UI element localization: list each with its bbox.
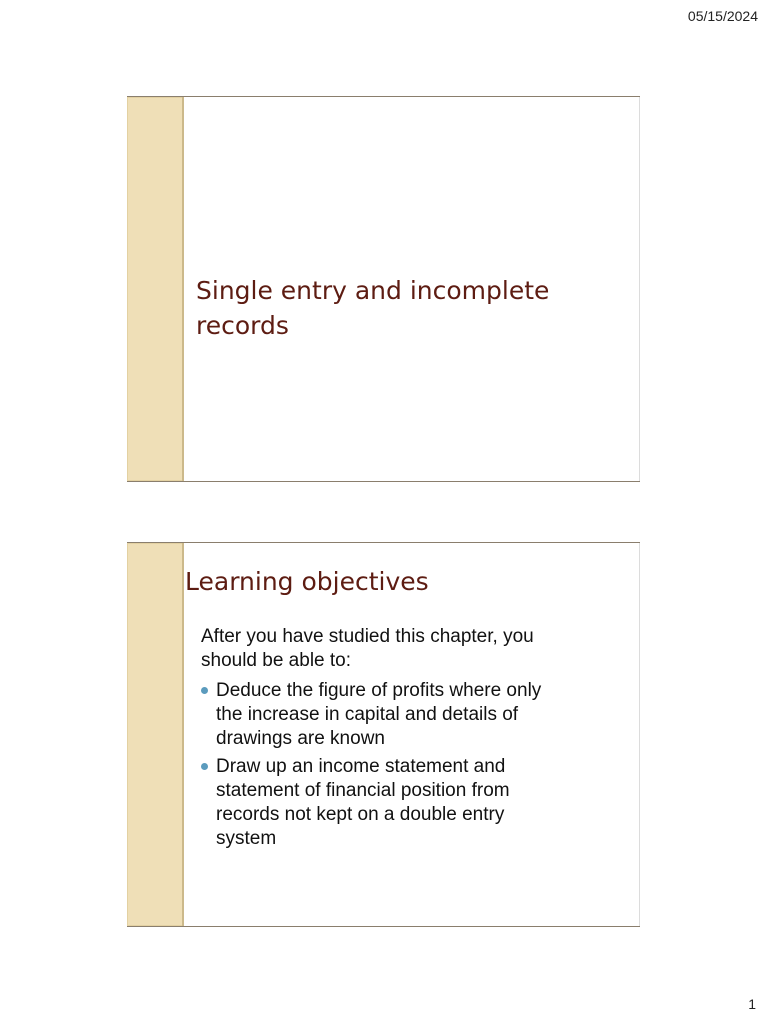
page-number: 1 bbox=[748, 996, 756, 1012]
bullet-dot-icon bbox=[201, 687, 208, 694]
learning-objectives-slide bbox=[127, 542, 640, 927]
learning-objectives-list bbox=[201, 679, 606, 855]
slide-decorative-sidebar bbox=[127, 543, 184, 926]
title-slide bbox=[127, 96, 640, 482]
learning-objective-text: Deduce the figure of profits where only the increase in capital and details of drawings are known bbox=[216, 680, 542, 749]
learning-objectives-heading: Learning objectives bbox=[185, 567, 429, 596]
slide-right-edge bbox=[639, 543, 640, 926]
print-date: 05/15/2024 bbox=[687, 8, 758, 24]
learning-objectives-intro: After you have studied this chapter, you should be able to: bbox=[201, 626, 534, 671]
learning-objective-item bbox=[201, 755, 606, 851]
slide-title: Single entry and incomplete records bbox=[196, 276, 550, 340]
slide-right-edge bbox=[639, 97, 640, 481]
learning-objective-text: Draw up an income statement and statement of financial position from records not kept on a double entry system bbox=[216, 756, 510, 849]
learning-objective-item bbox=[201, 679, 606, 751]
bullet-dot-icon bbox=[201, 763, 208, 770]
slide-decorative-sidebar bbox=[127, 97, 184, 481]
